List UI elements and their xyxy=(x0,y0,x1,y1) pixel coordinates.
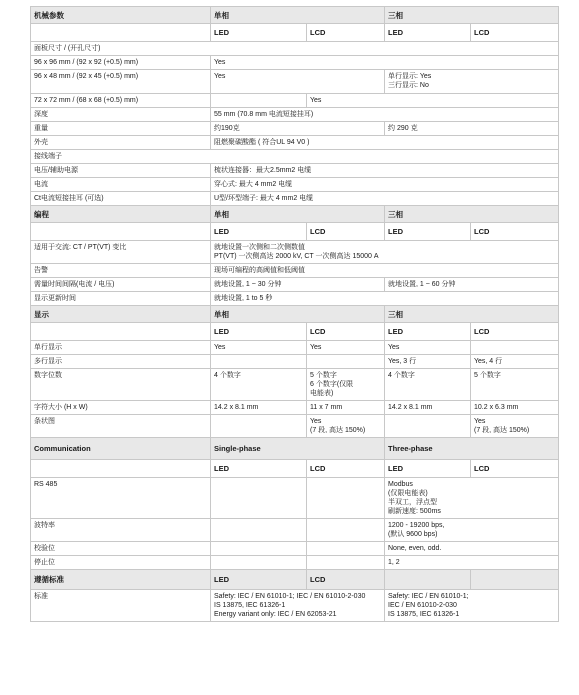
cell-value: 就地设置, 1 ~ 30 分钟 xyxy=(211,278,385,292)
table-row xyxy=(31,292,559,306)
led-header: LED xyxy=(211,323,307,341)
cell-value: 11 x 7 mm xyxy=(307,401,385,415)
cell-value: 5 个数字 xyxy=(471,369,559,401)
row-label: 告警 xyxy=(31,264,211,278)
led-lcd-subheader xyxy=(31,223,559,241)
cell-value: 1200 - 19200 bps, (默认 9600 bps) xyxy=(385,519,559,542)
table-row xyxy=(31,401,559,415)
cell-value: Yes xyxy=(385,341,471,355)
row-label: RS 485 xyxy=(31,478,211,519)
row-label: 深度 xyxy=(31,108,211,122)
cell-value: 就地设置, 1 ~ 60 分钟 xyxy=(385,278,559,292)
cell-value: 梳状连接器：最大2.5mm2 电缆 xyxy=(211,164,559,178)
table-row xyxy=(31,192,559,206)
cell-value: 1, 2 xyxy=(385,556,559,570)
row-label: 单行显示 xyxy=(31,341,211,355)
table-row xyxy=(31,178,559,192)
row-label: 字符大小 (H x W) xyxy=(31,401,211,415)
cell-value: Safety: IEC / EN 61010-1; IEC / EN 61010-2-030 IS 13875, IEC 61326-1 Energy variant only: IEC / EN 62053-21 xyxy=(211,590,385,622)
section-header-standards xyxy=(31,570,559,590)
lcd-header: LCD xyxy=(471,24,559,42)
led-header: LED xyxy=(385,323,471,341)
table-row xyxy=(31,478,559,519)
cell-value: 5 个数字 6 个数字(仅限 电能表) xyxy=(307,369,385,401)
single-phase-header: 单相 xyxy=(211,206,385,223)
cell-value: None, even, odd. xyxy=(385,542,559,556)
section-title: 遵循标准 xyxy=(31,570,211,590)
single-phase-header: 单相 xyxy=(211,7,385,24)
row-label: 外壳 xyxy=(31,136,211,150)
lcd-header: LCD xyxy=(307,460,385,478)
cell-value: U型/环型端子: 最大 4 mm2 电缆 xyxy=(211,192,559,206)
table-row xyxy=(31,56,559,70)
cell-value: Safety: IEC / EN 61010-1; IEC / EN 61010-2-030 IS 13875, IEC 61326-1 xyxy=(385,590,559,622)
table-row xyxy=(31,556,559,570)
section-header-display xyxy=(31,306,559,323)
row-label: 96 x 48 mm / (92 x 45 (+0.5) mm) xyxy=(31,70,211,94)
table-row xyxy=(31,164,559,178)
led-header: LED xyxy=(211,24,307,42)
led-header: LED xyxy=(385,460,471,478)
table-row xyxy=(31,264,559,278)
lcd-header: LCD xyxy=(471,460,559,478)
section-title: Communication xyxy=(31,438,211,460)
lcd-header: LCD xyxy=(471,323,559,341)
table-row xyxy=(31,94,559,108)
cell-value: Yes (7 段, 高达 150%) xyxy=(307,415,385,438)
spec-sheet xyxy=(30,6,558,622)
lcd-header: LCD xyxy=(471,223,559,241)
lcd-header: LCD xyxy=(307,24,385,42)
cell-value: 10.2 x 6.3 mm xyxy=(471,401,559,415)
row-label: Ct电流短接挂耳 (可选) xyxy=(31,192,211,206)
row-label: 停止位 xyxy=(31,556,211,570)
lcd-header: LCD xyxy=(307,223,385,241)
cell-value: 4 个数字 xyxy=(211,369,307,401)
cell-value: Yes xyxy=(211,341,307,355)
row-label: 需量时间间隔(电流 / 电压) xyxy=(31,278,211,292)
three-phase-header: 三相 xyxy=(385,206,559,223)
row-label: 多行显示 xyxy=(31,355,211,369)
cell-value: 单行显示: Yes 三行显示: No xyxy=(385,70,559,94)
cell-value: 就地设置, 1 to 5 秒 xyxy=(211,292,559,306)
cell-value: 穿心式: 最大 4 mm2 电缆 xyxy=(211,178,559,192)
spec-table xyxy=(30,6,559,622)
section-title: 显示 xyxy=(31,306,211,323)
cell-value: 4 个数字 xyxy=(385,369,471,401)
table-row xyxy=(31,70,559,94)
row-label: 96 x 96 mm / (92 x 92 (+0.5) mm) xyxy=(31,56,211,70)
three-phase-header: 三相 xyxy=(385,7,559,24)
cell-value: Yes xyxy=(307,94,559,108)
row-label: 接线端子 xyxy=(31,150,559,164)
cell-value: Yes xyxy=(211,70,385,94)
table-row xyxy=(31,108,559,122)
table-row xyxy=(31,122,559,136)
single-phase-header: 单相 xyxy=(211,306,385,323)
led-lcd-subheader xyxy=(31,24,559,42)
row-label: 显示更新时间 xyxy=(31,292,211,306)
row-label: 数字位数 xyxy=(31,369,211,401)
cell-value: 现场可编程的高阈值和低阈值 xyxy=(211,264,559,278)
three-phase-header: Three-phase xyxy=(385,438,559,460)
row-label: 面板尺寸 / (开孔尺寸) xyxy=(31,42,559,56)
section-header-programming xyxy=(31,206,559,223)
table-row xyxy=(31,590,559,622)
led-header: LED xyxy=(211,570,307,590)
row-label: 条状图 xyxy=(31,415,211,438)
cell-value: 阻燃聚碳酸酯 ( 符合UL 94 V0 ) xyxy=(211,136,559,150)
table-row xyxy=(31,355,559,369)
table-row xyxy=(31,542,559,556)
cell-value: Modbus (仅限电能表) 半双工，浮点型 刷新速度: 500ms xyxy=(385,478,559,519)
cell-value: Yes xyxy=(211,56,559,70)
led-lcd-subheader xyxy=(31,460,559,478)
led-header: LED xyxy=(211,460,307,478)
led-header: LED xyxy=(385,24,471,42)
three-phase-header: 三相 xyxy=(385,306,559,323)
cell-value: 就地设置一次侧和二次侧数值 PT(VT) 一次侧高达 2000 kV, CT 一次侧高达 15000 A xyxy=(211,241,559,264)
table-row xyxy=(31,150,559,164)
row-label: 电压/辅助电源 xyxy=(31,164,211,178)
table-row xyxy=(31,415,559,438)
row-label: 标准 xyxy=(31,590,211,622)
row-label: 重量 xyxy=(31,122,211,136)
section-header-mechanical xyxy=(31,7,559,24)
cell-value: 14.2 x 8.1 mm xyxy=(211,401,307,415)
section-title: 编程 xyxy=(31,206,211,223)
cell-value: Yes, 3 行 xyxy=(385,355,471,369)
table-row xyxy=(31,136,559,150)
led-lcd-subheader xyxy=(31,323,559,341)
cell-value: 14.2 x 8.1 mm xyxy=(385,401,471,415)
table-row xyxy=(31,278,559,292)
led-header: LED xyxy=(385,223,471,241)
single-phase-header: Single-phase xyxy=(211,438,385,460)
cell-value: Yes, 4 行 xyxy=(471,355,559,369)
cell-value: 55 mm (70.8 mm 电流短接挂耳) xyxy=(211,108,559,122)
section-header-communication xyxy=(31,438,559,460)
row-label: 适用于交流: CT / PT(VT) 变比 xyxy=(31,241,211,264)
cell-value: Yes xyxy=(307,341,385,355)
row-label: 电流 xyxy=(31,178,211,192)
row-label: 72 x 72 mm / (68 x 68 (+0.5) mm) xyxy=(31,94,211,108)
lcd-header: LCD xyxy=(307,323,385,341)
section-title: 机械参数 xyxy=(31,7,211,24)
table-row xyxy=(31,341,559,355)
cell-value: Yes (7 段, 高达 150%) xyxy=(471,415,559,438)
table-row xyxy=(31,369,559,401)
table-row xyxy=(31,519,559,542)
table-row xyxy=(31,241,559,264)
cell-value: 约 290 克 xyxy=(385,122,559,136)
lcd-header: LCD xyxy=(307,570,385,590)
led-header: LED xyxy=(211,223,307,241)
cell-value: 约190克 xyxy=(211,122,385,136)
table-row xyxy=(31,42,559,56)
row-label: 波特率 xyxy=(31,519,211,542)
row-label: 校验位 xyxy=(31,542,211,556)
